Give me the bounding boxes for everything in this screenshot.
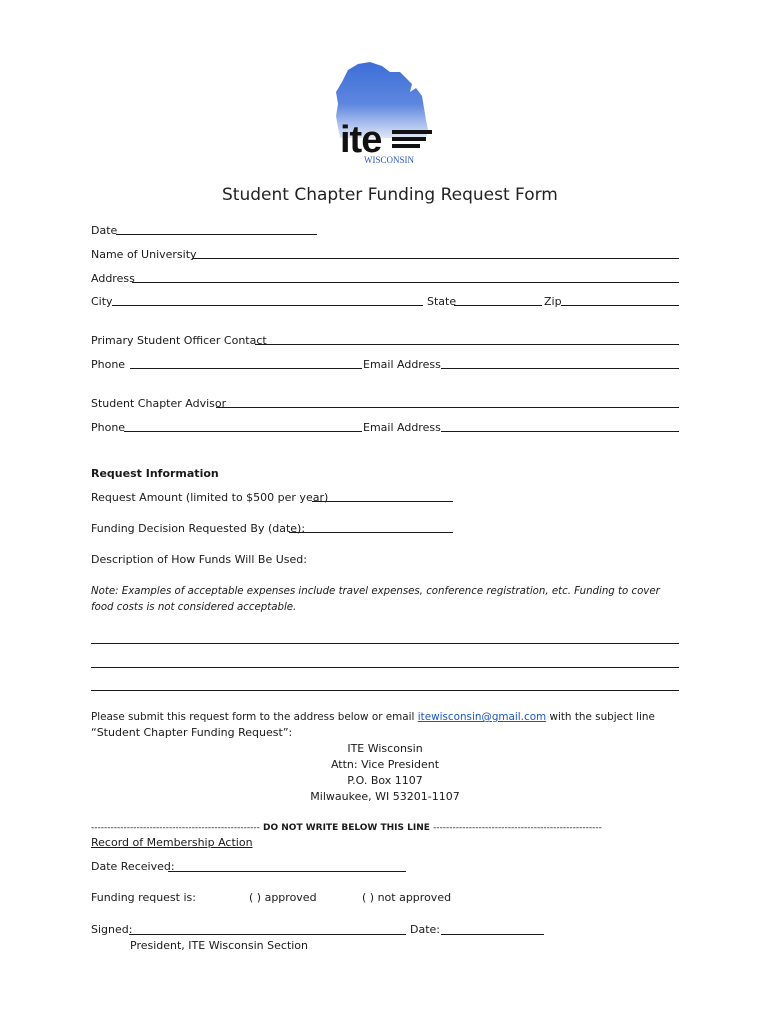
state-field[interactable] bbox=[454, 305, 542, 306]
logo-subtext: WISCONSIN bbox=[364, 155, 415, 165]
divider-dashes-right: ---------------------------------------------------- bbox=[433, 823, 602, 833]
city-field[interactable] bbox=[112, 305, 423, 306]
decision-date-field[interactable] bbox=[289, 532, 453, 533]
signature-field[interactable] bbox=[129, 934, 406, 935]
submit-text-after: with the subject line bbox=[546, 711, 655, 723]
form-title: Student Chapter Funding Request Form bbox=[222, 185, 558, 205]
university-label: Name of University bbox=[91, 248, 197, 261]
approved-option[interactable]: ( ) approved bbox=[249, 891, 317, 904]
mailing-address-line-1: ITE Wisconsin bbox=[347, 742, 423, 755]
date-label: Date bbox=[91, 224, 118, 237]
description-line-1[interactable] bbox=[91, 643, 679, 644]
advisor-field[interactable] bbox=[216, 407, 679, 408]
funding-request-label: Funding request is: bbox=[91, 891, 196, 904]
decision-date-label: Funding Decision Requested By (date): bbox=[91, 522, 306, 535]
mailing-address-line-3: P.O. Box 1107 bbox=[347, 774, 423, 787]
advisor-email-field[interactable] bbox=[441, 431, 679, 432]
date-field[interactable] bbox=[116, 234, 317, 235]
do-not-write-divider bbox=[91, 821, 679, 835]
date-received-field[interactable] bbox=[168, 871, 406, 872]
ite-brand-text: ite bbox=[340, 119, 382, 161]
signed-label: Signed: bbox=[91, 923, 133, 936]
submit-subject-line: “Student Chapter Funding Request”: bbox=[91, 726, 293, 739]
address-label: Address bbox=[91, 272, 135, 285]
primary-officer-field[interactable] bbox=[255, 344, 679, 345]
mailing-address-line-2: Attn: Vice President bbox=[330, 758, 440, 771]
primary-officer-label: Primary Student Officer Contact bbox=[91, 334, 267, 347]
divider-label: DO NOT WRITE BELOW THIS LINE bbox=[259, 823, 434, 833]
submit-text-before: Please submit this request form to the address below or email bbox=[91, 711, 418, 723]
logo-speed-lines bbox=[392, 130, 432, 152]
phone-field[interactable] bbox=[130, 368, 362, 369]
phone-label: Phone bbox=[91, 358, 126, 371]
zip-label: Zip bbox=[544, 295, 562, 308]
ite-wisconsin-logo bbox=[330, 58, 440, 170]
description-line-2[interactable] bbox=[91, 667, 679, 668]
university-field[interactable] bbox=[192, 258, 679, 259]
address-field[interactable] bbox=[132, 282, 679, 283]
not-approved-option[interactable]: ( ) not approved bbox=[362, 891, 452, 904]
sign-date-field[interactable] bbox=[441, 934, 544, 935]
submit-instructions bbox=[91, 710, 655, 724]
request-amount-field[interactable] bbox=[312, 501, 453, 502]
advisor-phone-field[interactable] bbox=[124, 431, 362, 432]
email-link[interactable]: itewisconsin@gmail.com bbox=[417, 711, 547, 723]
mailing-address-line-4: Milwaukee, WI 53201-1107 bbox=[310, 790, 460, 803]
request-info-heading: Request Information bbox=[91, 467, 219, 480]
state-label: State bbox=[427, 295, 457, 308]
divider-dashes-left: ---------------------------------------------------- bbox=[91, 823, 260, 833]
signer-title: President, ITE Wisconsin Section bbox=[130, 939, 309, 952]
note-line-1: Note: Examples of acceptable expenses include travel expenses, conference registration, etc. Funding to cover bbox=[91, 586, 660, 597]
advisor-phone-label: Phone bbox=[91, 421, 126, 434]
description-label: Description of How Funds Will Be Used: bbox=[91, 553, 307, 566]
advisor-label: Student Chapter Advisor bbox=[91, 397, 227, 410]
request-amount-label: Request Amount (limited to $500 per year) bbox=[91, 491, 329, 504]
note-line-2: food costs is not considered acceptable. bbox=[91, 602, 297, 613]
email-field[interactable] bbox=[441, 368, 679, 369]
city-label: City bbox=[91, 295, 113, 308]
sign-date-label: Date: bbox=[410, 923, 440, 936]
advisor-email-label: Email Address bbox=[363, 421, 441, 434]
zip-field[interactable] bbox=[561, 305, 679, 306]
description-line-3[interactable] bbox=[91, 690, 679, 691]
record-heading: Record of Membership Action bbox=[91, 836, 253, 849]
date-received-label: Date Received: bbox=[91, 860, 175, 873]
email-label: Email Address bbox=[363, 358, 441, 371]
